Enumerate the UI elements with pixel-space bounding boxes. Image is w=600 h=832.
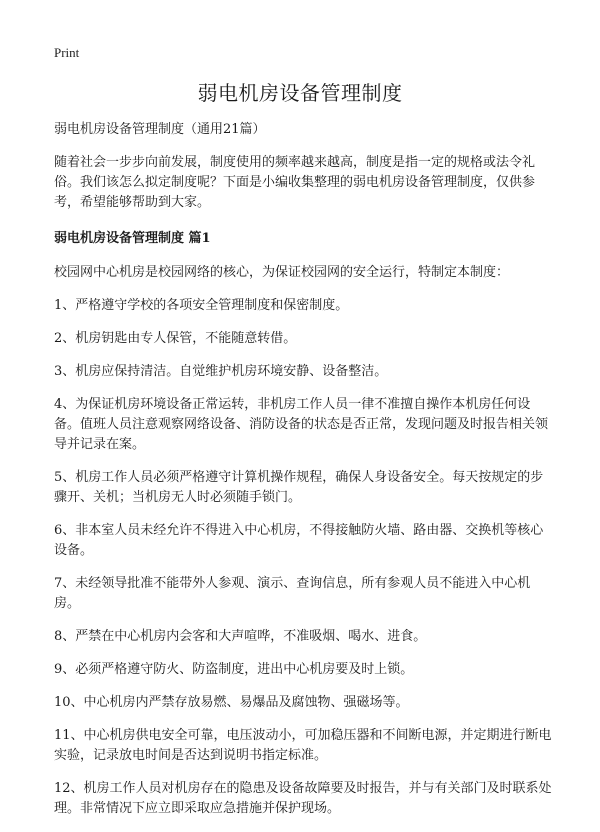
section-lead: 校园网中心机房是校园网络的核心，为保证校园网的安全运行，特制定本制度：	[54, 265, 510, 280]
rule-item-4: 4、为保证机房环境设备正常运转，非机房工作人员一律不准擅自操作本机房任何设备。值班人员注意观察网络设备、消防设备的状态是否正常，发现问题及时报告相关领导并记录在案。	[54, 397, 549, 452]
rule-item-11: 11、中心机房供电安全可靠，电压波动小，可加稳压器和不间断电源，并定期进行断电实验，记录放电时间是否达到说明书指定标准。	[54, 728, 552, 763]
print-link[interactable]: Print	[54, 45, 80, 60]
rule-item-2: 2、机房钥匙由专人保管，不能随意转借。	[54, 331, 297, 346]
rule-item-10: 10、中心机房内严禁存放易燃、易爆品及腐蚀物、强磁场等。	[54, 695, 409, 710]
section-heading: 弱电机房设备管理制度 篇1	[54, 231, 211, 246]
rule-item-6: 6、非本室人员未经允许不得进入中心机房，不得接触防火墙、路由器、交换机等核心设备。	[54, 523, 544, 558]
intro-paragraph: 随着社会一步步向前发展，制度使用的频率越来越高，制度是指一定的规格或法令礼俗。我们该怎么拟定制度呢？下面是小编收集整理的弱电机房设备管理制度，仅供参考，希望能够帮助到大家。	[54, 155, 536, 210]
rule-item-8: 8、严禁在中心机房内会客和大声喧哗，不准吸烟、喝水、进食。	[54, 629, 427, 644]
document-subtitle: 弱电机房设备管理制度（通用21篇）	[54, 122, 266, 137]
rule-item-5: 5、机房工作人员必须严格遵守计算机操作规程，确保人身设备安全。每天按规定的步骤开、关机；当机房无人时必须随手锁门。	[54, 470, 544, 505]
rule-item-9: 9、必须严格遵守防火、防盗制度，进出中心机房要及时上锁。	[54, 662, 414, 677]
page-title: 弱电机房设备管理制度	[197, 81, 403, 105]
rule-item-7: 7、未经领导批准不能带外人参观、演示、查询信息，所有参观人员不能进入中心机房。	[54, 576, 531, 611]
rule-item-12: 12、机房工作人员对机房存在的隐患及设备故障要及时报告，并与有关部门及时联系处理。非常情况下应立即采取应急措施并保护现场。	[54, 781, 552, 816]
document-body	[54, 120, 552, 832]
rule-item-1: 1、严格遵守学校的各项安全管理制度和保密制度。	[54, 298, 349, 313]
rule-item-3: 3、机房应保持清洁。自觉维护机房环境安静、设备整洁。	[54, 364, 388, 379]
